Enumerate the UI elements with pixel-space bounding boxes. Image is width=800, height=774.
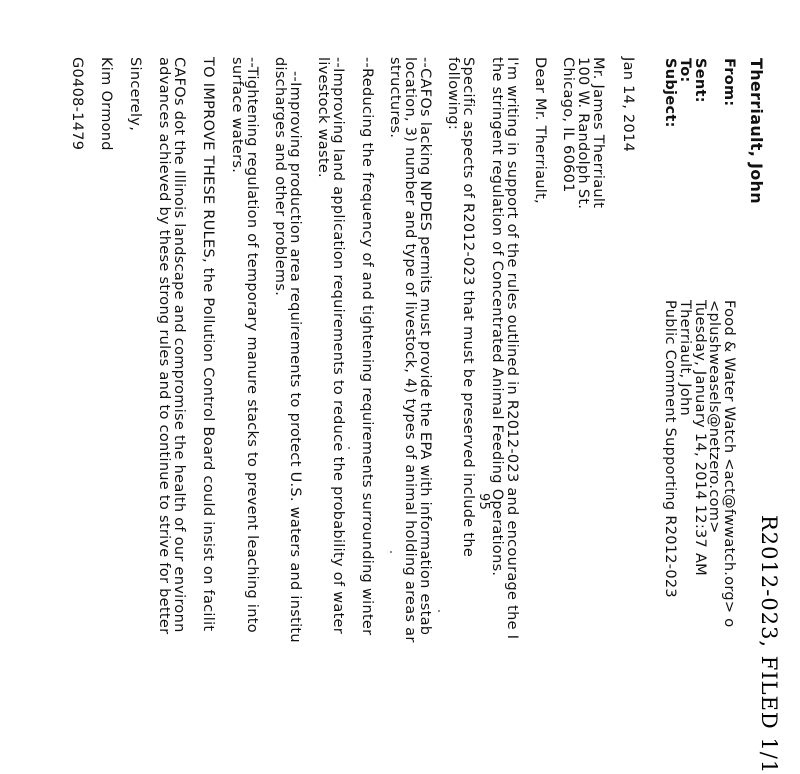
subject-label: Subject: <box>662 58 678 128</box>
from-value-email: <plushweasels@netzero.com> <box>706 300 722 534</box>
body-line: --Reducing the frequency of and tightening requirements surrounding winter <box>359 57 375 636</box>
body-line: CAFOs dot the Illinois landscape and compromise the health of our environn <box>171 57 187 633</box>
body-line: discharges and other problems. <box>272 57 288 297</box>
body-line: --Improving land application requirements to reduce the probability of water <box>330 57 346 635</box>
to-label: To: <box>677 58 693 83</box>
letter-date: Jan 14, 2014 <box>620 57 636 153</box>
body-line: following: <box>445 57 461 131</box>
signature-name: Kim Ormond <box>98 57 114 151</box>
sent-label: Sent: <box>692 58 708 103</box>
address-line: Mr. James Therriault <box>590 57 606 209</box>
body-line: location, 3) number and type of livestock, 4) types of animal holding areas ar <box>402 57 418 643</box>
body-line: --Tightening regulation of temporary manure stacks to prevent leaching into <box>244 57 260 633</box>
salutation: Dear Mr. Therriault, <box>532 57 548 204</box>
scan-speck <box>390 551 392 553</box>
scan-speck <box>348 447 350 449</box>
body-line: structures. <box>387 57 403 139</box>
body-line: Specific aspects of R2012-023 that must be preserved include the <box>460 57 476 558</box>
page-number: 95 <box>476 493 491 511</box>
filing-stamp: R2012-023, FILED 1/1 <box>757 515 781 774</box>
body-line: TO IMPROVE THESE RULES, the Pollution Control Board could insist on facilit <box>200 57 216 632</box>
from-label: From: <box>721 58 737 107</box>
address-line: 100 W. Randolph St. <box>575 57 591 210</box>
address-line: Chicago, IL 60601 <box>560 57 576 193</box>
body-line: --CAFOs lacking NPDES permits must provide the EPA with information estab <box>417 57 433 636</box>
closing: Sincerely, <box>127 57 143 132</box>
document-code: G0408-1479 <box>69 57 85 151</box>
body-line: I'm writing in support of the rules outlined in R2012-023 and encourage the I <box>504 57 520 640</box>
sent-value: Tuesday, January 14, 2014 12:37 AM <box>692 300 708 576</box>
subject-value: Public Comment Supporting R2012-023 <box>662 300 678 598</box>
body-line: livestock waste. <box>315 57 331 178</box>
body-line: advances achieved by these strong rules and to continue to strive for better <box>156 57 172 635</box>
scan-speck <box>438 610 440 612</box>
body-line: surface waters. <box>229 57 245 174</box>
body-line: --Improving production area requirements to protect U.S. waters and institu <box>287 71 303 643</box>
to-value: Therriault, John <box>677 300 693 416</box>
from-value: Food & Water Watch <act@fwwatch.org> o <box>721 300 737 628</box>
author-name: Therriault, John <box>747 58 766 204</box>
body-line: the stringent regulation of Concentrated Animal Feeding Operations. <box>489 57 505 577</box>
